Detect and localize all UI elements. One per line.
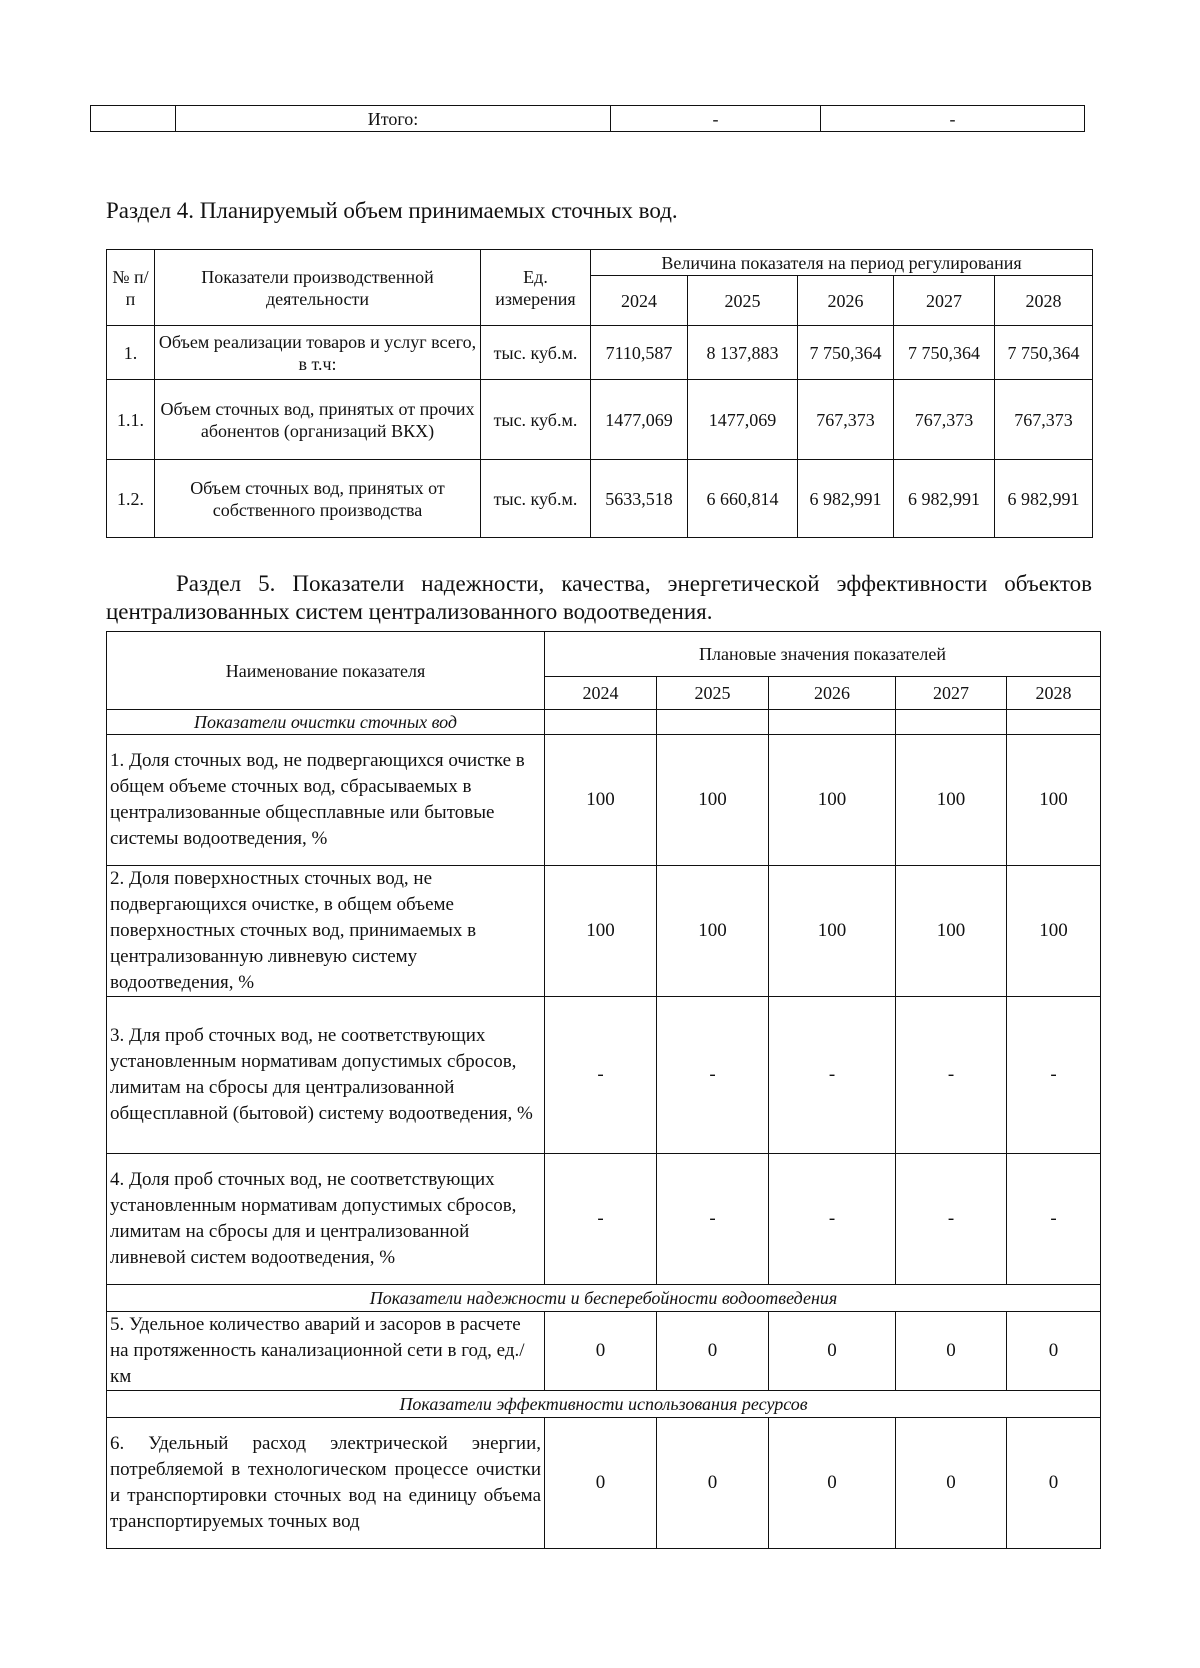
row-value: 7 750,364: [995, 326, 1093, 380]
group-heading: Показатели очистки сточных вод: [107, 710, 545, 735]
header-indicator: Показатели производственной деятельности: [155, 250, 481, 326]
indicator-value: 0: [896, 1418, 1007, 1549]
year-header: 2027: [894, 276, 995, 326]
indicator-value: 0: [545, 1418, 657, 1549]
row-value: 6 982,991: [894, 460, 995, 538]
year-header: 2025: [688, 276, 798, 326]
row-value: 1477,069: [591, 380, 688, 460]
year-header: 2025: [657, 677, 769, 710]
indicator-value: -: [657, 1154, 769, 1285]
empty-cell: [769, 710, 896, 735]
table-row: [107, 380, 1093, 460]
header-indicator-name: Наименование показателя: [107, 632, 545, 710]
top-total-table: [90, 105, 1085, 132]
indicator-value: -: [896, 1154, 1007, 1285]
indicator-value: 100: [769, 735, 896, 866]
indicator-name: 3. Для проб сточных вод, не соответствующих установленным нормативам допустимых сбросов, лимитам на сбросы для централизованной общесплавной (бытовой) систему водоотведения, %: [107, 997, 545, 1154]
row-unit: тыс. куб.м.: [481, 460, 591, 538]
row-value: 8 137,883: [688, 326, 798, 380]
header-num: № п/п: [107, 250, 155, 326]
row-num: 1.: [107, 326, 155, 380]
table-row: [107, 735, 1101, 866]
indicator-value: 0: [1007, 1312, 1101, 1391]
indicator-value: 100: [657, 866, 769, 997]
group-heading: Показатели надежности и бесперебойности водоотведения: [107, 1285, 1101, 1312]
indicator-value: -: [1007, 997, 1101, 1154]
row-value: 7110,587: [591, 326, 688, 380]
indicator-value: -: [769, 997, 896, 1154]
indicator-value: -: [545, 1154, 657, 1285]
total-value-1: -: [611, 106, 821, 132]
row-value: 767,373: [894, 380, 995, 460]
indicator-name: 5. Удельное количество аварий и засоров в расчете на протяженность канализационной сети в год, ед./км: [107, 1312, 545, 1391]
year-header: 2028: [995, 276, 1093, 326]
indicator-value: 100: [769, 866, 896, 997]
row-name: Объем сточных вод, принятых от собственного производства: [155, 460, 481, 538]
year-header: 2026: [798, 276, 894, 326]
header-plan: Плановые значения показателей: [545, 632, 1101, 677]
row-name: Объем реализации товаров и услуг всего, в т.ч:: [155, 326, 481, 380]
indicator-value: -: [896, 997, 1007, 1154]
indicator-value: 0: [896, 1312, 1007, 1391]
row-value: 6 982,991: [798, 460, 894, 538]
row-unit: тыс. куб.м.: [481, 380, 591, 460]
header-unit: Ед. измерения: [481, 250, 591, 326]
indicator-value: 0: [657, 1418, 769, 1549]
indicator-name: 4. Доля проб сточных вод, не соответствующих установленным нормативам допустимых сбросов, лимитам на сбросы для и централизованной ливневой систем водоотведения, %: [107, 1154, 545, 1285]
section5-title: Раздел 5. Показатели надежности, качества, энергетической эффективности объектов централизованных систем централизованного водоотведения.: [106, 571, 1092, 624]
indicator-name: 1. Доля сточных вод, не подвергающихся очистке в общем объеме сточных вод, сбрасываемых в централизованные общесплавные или бытовые системы водоотведения, %: [107, 735, 545, 866]
indicator-value: 100: [1007, 866, 1101, 997]
header-period: Величина показателя на период регулирования: [591, 250, 1093, 276]
indicator-value: 100: [545, 866, 657, 997]
empty-cell: [91, 106, 176, 132]
row-unit: тыс. куб.м.: [481, 326, 591, 380]
row-value: 1477,069: [688, 380, 798, 460]
table-row: [107, 1418, 1101, 1549]
year-header: 2027: [896, 677, 1007, 710]
year-header: 2024: [591, 276, 688, 326]
row-value: 7 750,364: [894, 326, 995, 380]
empty-cell: [896, 710, 1007, 735]
year-header: 2028: [1007, 677, 1101, 710]
indicator-value: 0: [1007, 1418, 1101, 1549]
row-value: 6 982,991: [995, 460, 1093, 538]
row-value: 5633,518: [591, 460, 688, 538]
indicator-value: 100: [1007, 735, 1101, 866]
total-label: Итого:: [176, 106, 611, 132]
table-row: [107, 1154, 1101, 1285]
indicator-value: 0: [657, 1312, 769, 1391]
total-value-2: -: [821, 106, 1085, 132]
year-header: 2026: [769, 677, 896, 710]
section5-table: [106, 631, 1101, 1549]
group-heading: Показатели эффективности использования ресурсов: [107, 1391, 1101, 1418]
indicator-value: 0: [769, 1418, 896, 1549]
indicator-value: 0: [545, 1312, 657, 1391]
table-row: [107, 997, 1101, 1154]
empty-cell: [1007, 710, 1101, 735]
indicator-name: 6. Удельный расход электрической энергии, потребляемой в технологическом процессе очистки и транспортировки сточных вод на единицу объема транспортируемых точных вод: [107, 1418, 545, 1549]
row-num: 1.1.: [107, 380, 155, 460]
indicator-name: 2. Доля поверхностных сточных вод, не подвергающихся очистке, в общем объеме поверхностных сточных вод, принимаемых в централизованную ливневую систему водоотведения, %: [107, 866, 545, 997]
section4-table: [106, 249, 1093, 538]
indicator-value: 0: [769, 1312, 896, 1391]
table-row: [107, 866, 1101, 997]
empty-cell: [545, 710, 657, 735]
year-header: 2024: [545, 677, 657, 710]
row-value: 767,373: [995, 380, 1093, 460]
indicator-value: -: [657, 997, 769, 1154]
indicator-value: 100: [896, 866, 1007, 997]
row-value: 6 660,814: [688, 460, 798, 538]
table-row: [107, 460, 1093, 538]
section4-title: Раздел 4. Планируемый объем принимаемых сточных вод.: [106, 198, 678, 223]
indicator-value: -: [545, 997, 657, 1154]
indicator-value: 100: [545, 735, 657, 866]
indicator-value: 100: [657, 735, 769, 866]
table-row: [107, 1312, 1101, 1391]
indicator-value: -: [1007, 1154, 1101, 1285]
indicator-value: 100: [896, 735, 1007, 866]
row-value: 7 750,364: [798, 326, 894, 380]
row-name: Объем сточных вод, принятых от прочих абонентов (организаций ВКХ): [155, 380, 481, 460]
empty-cell: [657, 710, 769, 735]
table-row: [107, 326, 1093, 380]
row-value: 767,373: [798, 380, 894, 460]
indicator-value: -: [769, 1154, 896, 1285]
row-num: 1.2.: [107, 460, 155, 538]
